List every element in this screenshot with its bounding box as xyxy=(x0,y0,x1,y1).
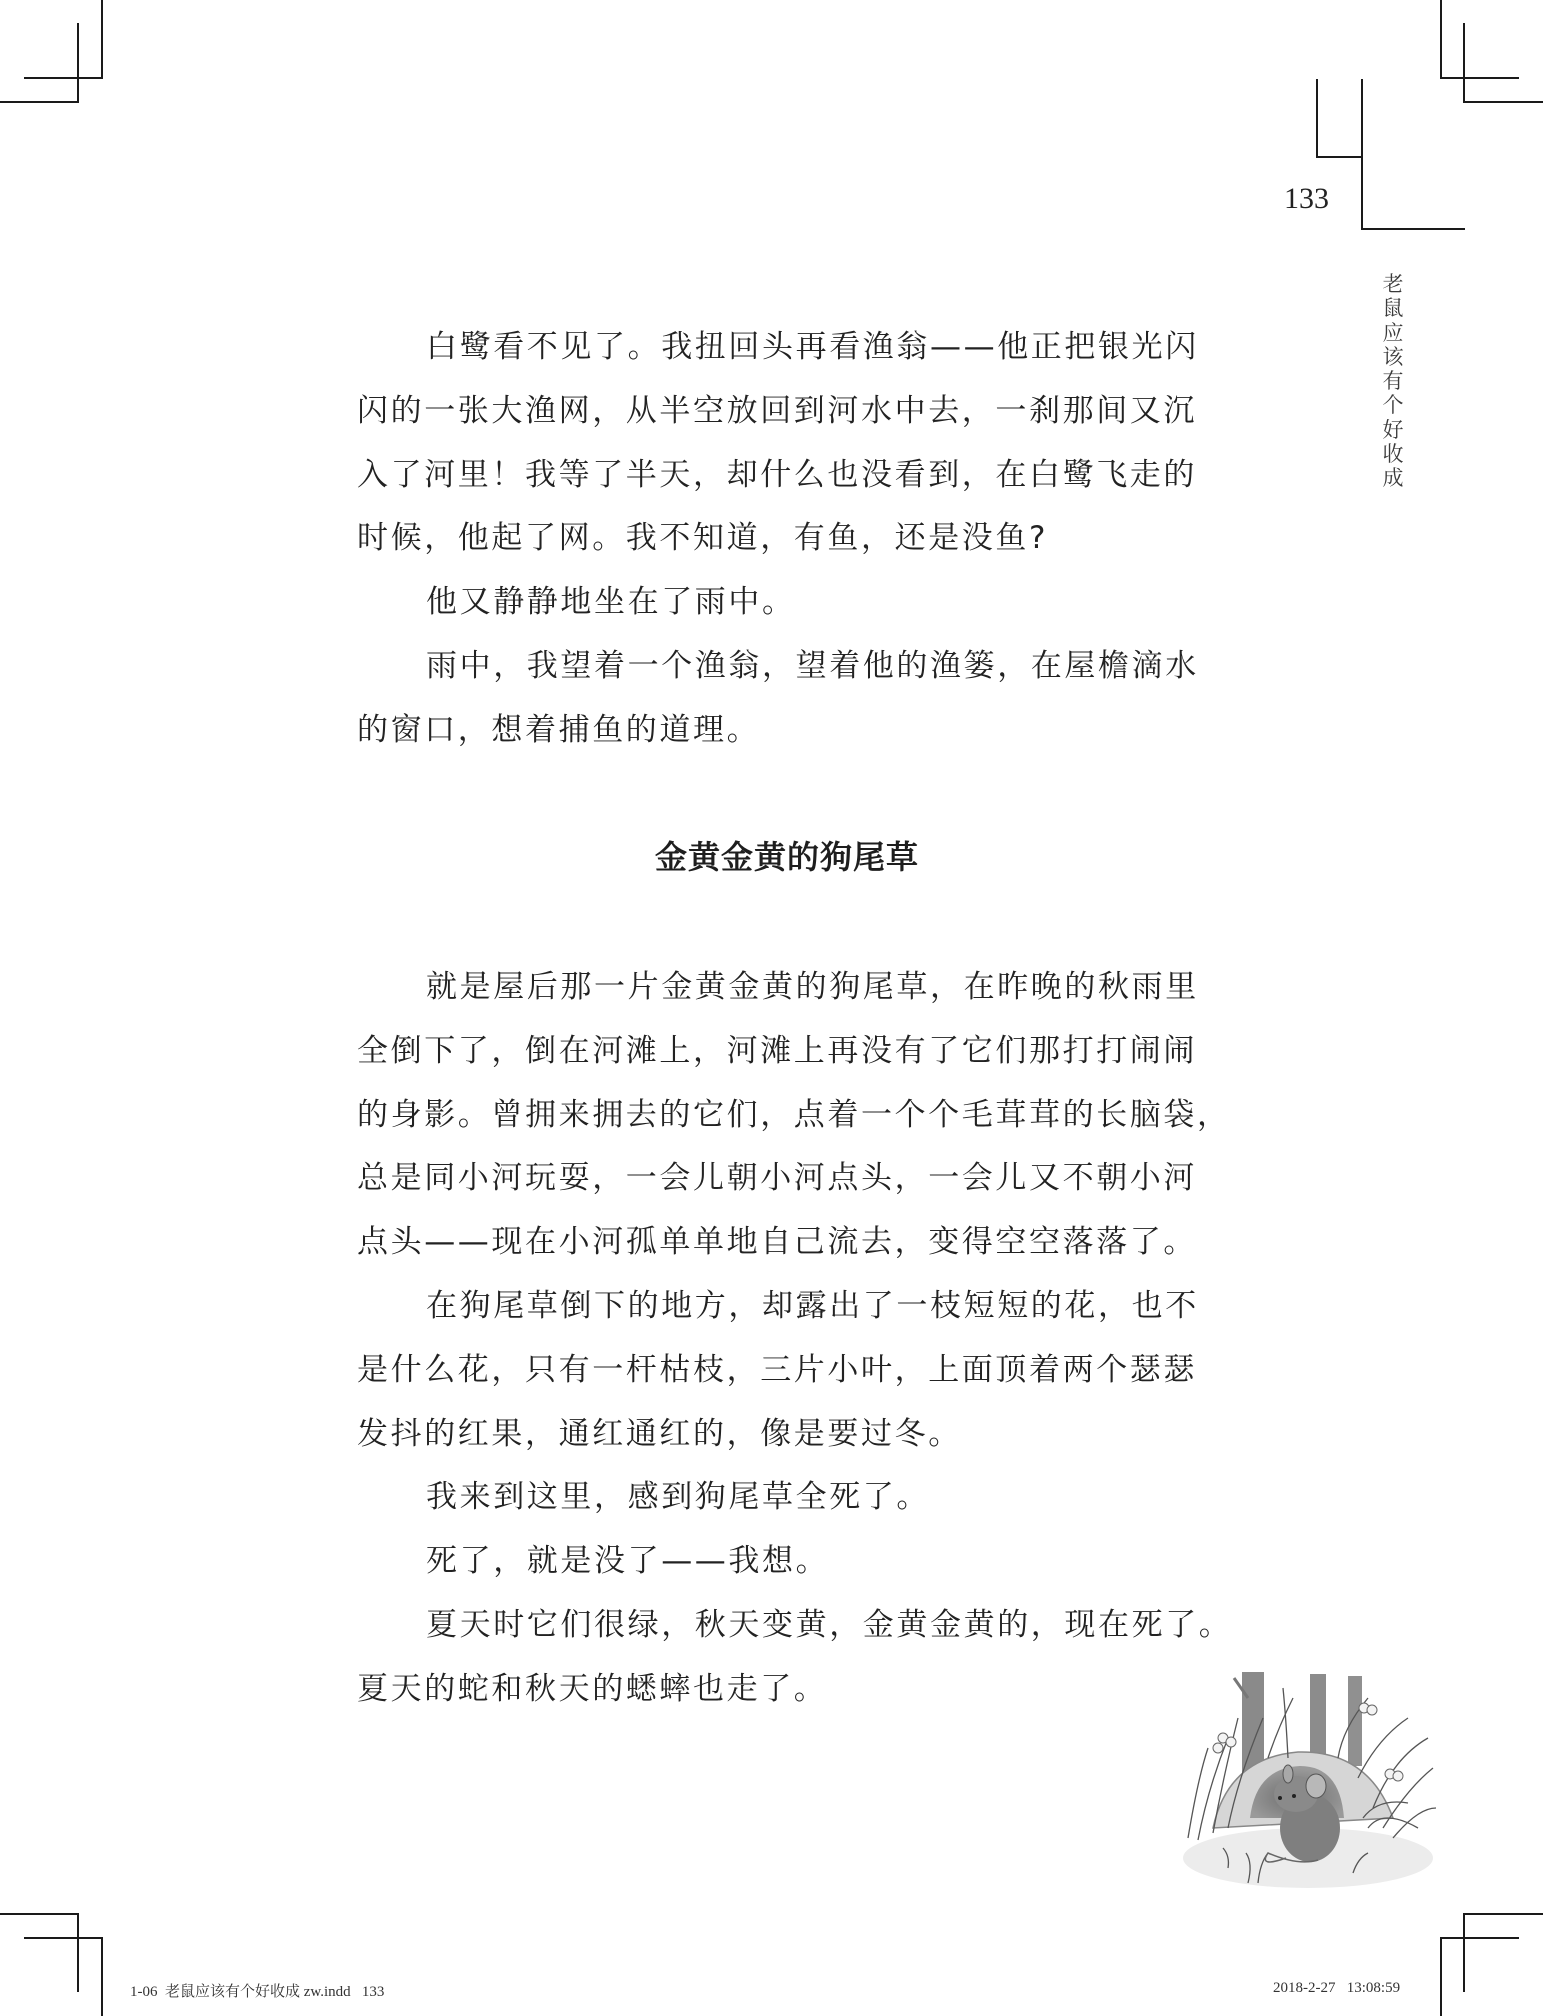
paragraph xyxy=(357,316,1217,571)
text-line: 在狗尾草倒下的地方，却露出了一枝短短的花，也不 xyxy=(426,1287,1199,1324)
text-line: 白鹭看不见了。我扭回头再看渔翁——他正把银光闪 xyxy=(426,329,1199,365)
crop-line xyxy=(1440,77,1519,79)
running-title-char: 成 xyxy=(1382,466,1404,491)
paragraph xyxy=(357,635,1217,763)
paragraph xyxy=(357,571,1217,635)
running-title-char: 老 xyxy=(1382,272,1404,296)
header-rule xyxy=(1361,79,1363,230)
text-line: 夏天的蛇和秋天的蟋蟀也走了。 xyxy=(357,1670,828,1707)
text-line: 点头——现在小河孤单单地自己流去，变得空空落落了。 xyxy=(357,1224,1197,1261)
crop-line xyxy=(1440,1937,1442,2016)
running-title-char: 收 xyxy=(1382,442,1404,467)
footer-file-info: 1-06 老鼠应该有个好收成 zw.indd 133 xyxy=(130,1984,385,2000)
running-title-char: 鼠 xyxy=(1382,296,1404,321)
crop-line xyxy=(1440,1937,1519,1939)
crop-line xyxy=(1463,101,1543,103)
crop-line xyxy=(24,77,103,79)
running-title-char: 该 xyxy=(1382,344,1404,369)
header-rule xyxy=(1361,228,1465,230)
text-line: 全倒下了，倒在河滩上，河滩上再没有了它们那打打闹闹 xyxy=(357,1032,1197,1069)
paragraph xyxy=(357,1466,1217,1530)
running-title-char: 有 xyxy=(1382,369,1404,394)
paragraph xyxy=(357,956,1231,1275)
running-title-char: 个 xyxy=(1382,393,1404,418)
header-rule xyxy=(1316,79,1318,158)
section-heading: 金黄金黄的狗尾草 xyxy=(654,838,919,876)
running-title-char: 好 xyxy=(1382,417,1404,442)
text-line: 总是同小河玩耍，一会儿朝小河点头，一会儿又不朝小河 xyxy=(357,1160,1197,1197)
text-line: 就是屋后那一片金黄金黄的狗尾草，在昨晚的秋雨里 xyxy=(426,969,1199,1005)
text-line: 他又静静地坐在了雨中。 xyxy=(426,584,796,621)
crop-line xyxy=(0,1913,79,1915)
crop-line xyxy=(0,101,79,103)
crop-line xyxy=(101,0,103,79)
paragraph xyxy=(357,1530,1217,1594)
crop-line xyxy=(77,23,79,103)
page-number: 133 xyxy=(1284,182,1329,215)
paragraph xyxy=(357,1275,1217,1466)
section1-body xyxy=(357,316,1217,763)
text-line: 时候，他起了网。我不知道，有鱼，还是没鱼? xyxy=(357,520,1049,557)
crop-line xyxy=(77,1913,79,1992)
text-line: 的身影。曾拥来拥去的它们，点着一个个毛茸茸的长脑袋， xyxy=(357,1096,1231,1133)
text-line: 闪的一张大渔网，从半空放回到河水中去，一刹那间又沉 xyxy=(357,392,1197,429)
paragraph xyxy=(357,1594,1233,1722)
crop-line xyxy=(1463,1913,1465,1992)
header-rule xyxy=(1316,156,1363,158)
text-line: 雨中，我望着一个渔翁，望着他的渔篓，在屋檐滴水 xyxy=(426,647,1199,684)
mouse-in-grass-sketch-icon xyxy=(1168,1658,1440,1894)
text-line: 发抖的红果，通红通红的，像是要过冬。 xyxy=(357,1415,962,1452)
crop-line xyxy=(24,1937,103,1939)
text-line: 入了河里！我等了半天，却什么也没看到，在白鹭飞走的 xyxy=(357,456,1197,493)
text-line: 的窗口，想着捕鱼的道理。 xyxy=(357,711,761,748)
running-title-char: 应 xyxy=(1382,320,1404,345)
text-line: 死了，就是没了——我想。 xyxy=(426,1543,830,1580)
crop-line xyxy=(1463,1913,1543,1915)
running-title xyxy=(1380,272,1406,491)
crop-line xyxy=(101,1937,103,2016)
section2-body xyxy=(357,956,1233,1722)
text-line: 夏天时它们很绿，秋天变黄，金黄金黄的，现在死了。 xyxy=(426,1606,1233,1643)
text-line: 我来到这里，感到狗尾草全死了。 xyxy=(426,1479,930,1516)
footer-timestamp: 2018-2-27 13:08:59 xyxy=(1273,1980,1401,1996)
crop-line xyxy=(1440,0,1442,79)
text-line: 是什么花，只有一杆枯枝，三片小叶，上面顶着两个瑟瑟 xyxy=(357,1351,1197,1388)
crop-line xyxy=(1463,23,1465,103)
